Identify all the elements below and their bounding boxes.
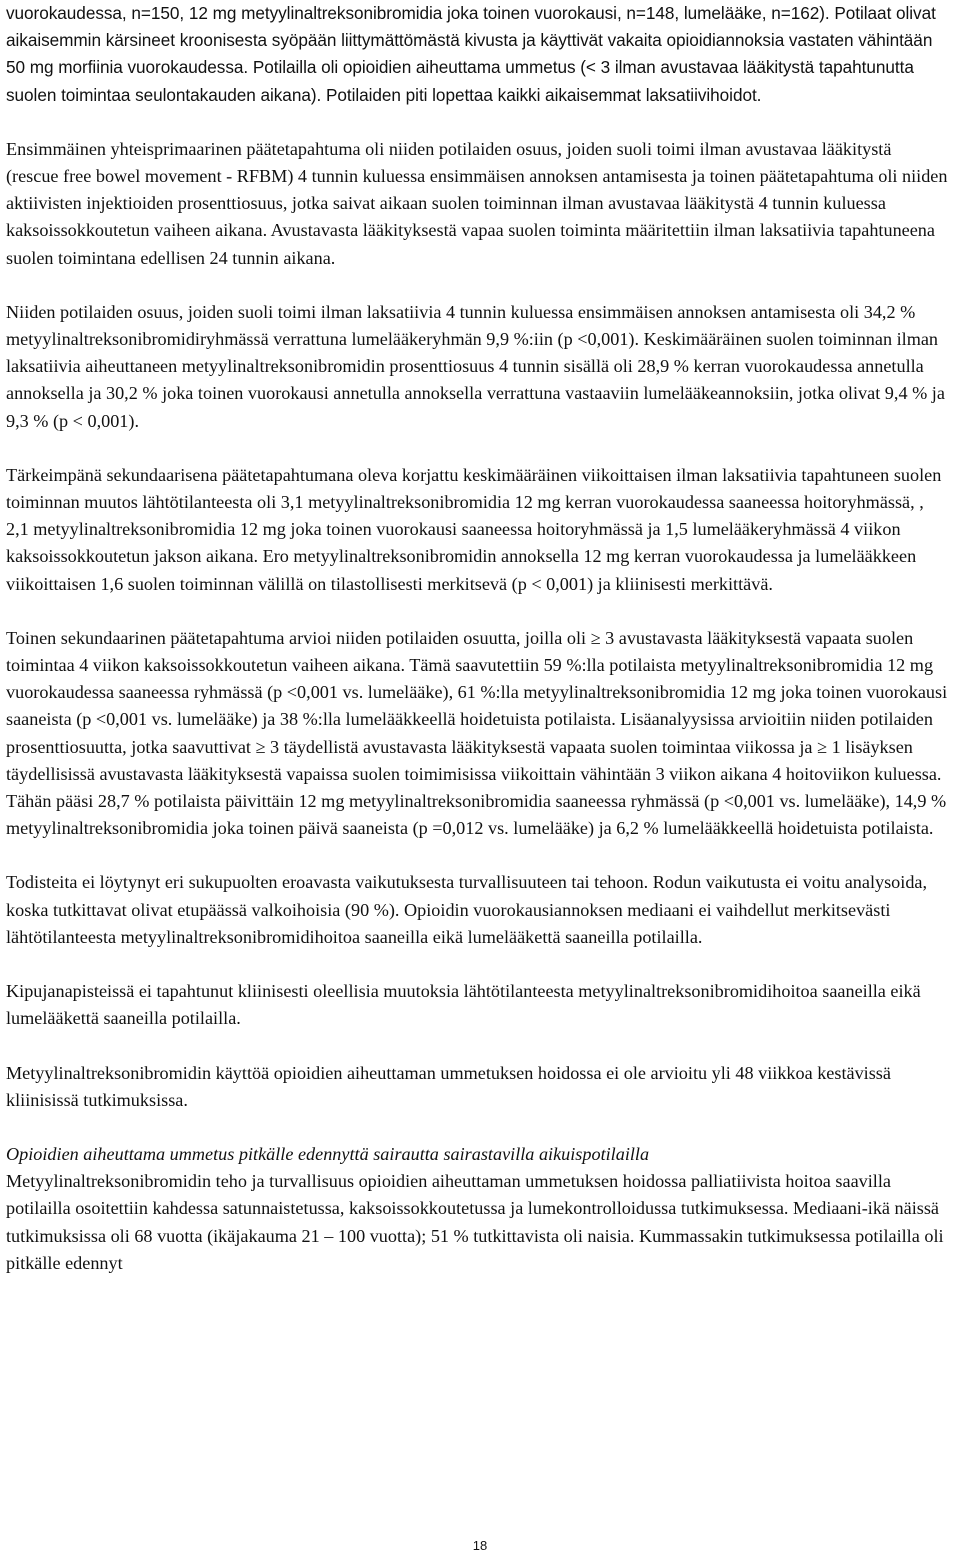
paragraph-study-population: vuorokaudessa, n=150, 12 mg metyylinaltreksonibromidia joka toinen vuorokausi, n=148, lumelääke, n=162). Potilaat olivat aikaisemmin kärsineet kroonisesta syöpään liittymättömästä kivusta ja käyttivät vakaita opioidiannoksia vastaten vähintään 50 mg morfiinia vuorokaudessa. Potilailla oli opioidien aiheuttama ummetus (< 3 ilman avustavaa lääkitystä tapahtunutta suolen toimintaa seulontakauden aikana). Potilaiden piti lopettaa kaikki aikaisemmat laksatiivihoidot. — [6, 3, 936, 105]
page-number: 18 — [472, 1538, 488, 1553]
paragraph-palliative-care: Metyylinaltreksonibromidin teho ja turvallisuus opioidien aiheuttaman ummetuksen hoidossa palliatiivista hoitoa saavilla potilailla osoitettiin kahdessa satunnaistetussa, kaksoissokkoutetussa ja lumekontrolloidussa tutkimuksessa. Mediaani-ikä näissä tutkimuksissa oli 68 vuotta (ikäjakauma 21 – 100 vuotta); 51 % tutkittavista oli naisia. Kummassakin tutkimuksessa potilailla oli pitkälle edennyt — [6, 1171, 944, 1273]
page-content — [6, 0, 948, 1304]
paragraph-rfbm-results: Niiden potilaiden osuus, joiden suoli toimi ilman laksatiivia 4 tunnin kuluessa ensimmäisen annoksen antamisesta oli 34,2 % metyylinaltreksonibromidiryhmässä verrattuna lumelääkeryhmän 9,9 %:iin (p <0,001). Keskimääräinen suolen toiminnan ilman laksatiivia aiheuttaneen metyylinaltreksonibromidin prosenttiosuus 4 tunnin sisällä oli 28,9 % kerran vuorokaudessa annetulla annoksella ja 30,2 % joka toinen vuorokausi annetulla annoksella verrattuna vastaaviin lumelääkeannoksiin, jotka olivat 9,4 % ja 9,3 % (p < 0,001). — [6, 301, 945, 431]
paragraph-long-term-use: Metyylinaltreksonibromidin käyttöä opioidien aiheuttaman ummetuksen hoidossa ei ole arvioitu yli 48 viikkoa kestävissä kliinisissä tutkimuksissa. — [6, 1062, 891, 1110]
paragraph-second-secondary-endpoint: Toinen sekundaarinen päätetapahtuma arvioi niiden potilaiden osuutta, joilla oli ≥ 3 avustavasta lääkityksestä vapaata suolen toimintaa 4 viikon kaksoissokkoutetun vaiheen aikana. Tämä saavutettiin 59 %:lla potilaista metyylinaltreksonibromidia 12 mg vuorokaudessa saaneessa ryhmässä (p <0,001 vs. lumelääke), 61 %:lla metyylinaltreksonibromidia 12 mg joka toinen vuorokausi saaneista (p <0,001 vs. lumelääke) ja 38 %:lla lumelääkkeellä hoidetuista potilaista. Lisäanalyysissa arvioitiin niiden potilaiden prosenttiosuutta, jotka saavuttivat ≥ 3 täydellistä avustavasta lääkityksestä vapaata suolen toimintaa viikossa ja ≥ 1 lisäyksen täydellisissä avustavasta lääkityksestä vapaissa suolen toimimisissa viikoittain vähintään 3 viikon aikana 4 hoitoviikon kuluessa. Tähän pääsi 28,7 % potilaista päivittäin 12 mg metyylinaltreksonibromidia saaneessa ryhmässä (p <0,001 vs. lumelääke), 14,9 % metyylinaltreksonibromidia joka toinen päivä saaneista (p =0,012 vs. lumelääke) ja 6,2 % lumelääkkeellä hoidetuista potilaista. — [6, 627, 948, 839]
section-heading: Opioidien aiheuttama ummetus pitkälle edennyttä sairautta sairastavilla aikuispotilailla — [6, 1143, 650, 1164]
paragraph-pain-scores: Kipujanapisteissä ei tapahtunut kliinisesti oleellisia muutoksia lähtötilanteesta metyylinaltreksonibromidihoitoa saaneilla eikä lumelääkettä saaneilla potilailla. — [6, 981, 921, 1029]
paragraph-gender-race: Todisteita ei löytynyt eri sukupuolten eroavasta vaikutuksesta turvallisuuteen tai tehoon. Rodun vaikutusta ei voitu analysoida, koska tutkittavat olivat etupäässä valkoihoisia (90 %). Opioidin vuorokausiannoksen mediaani ei vaihdellut merkitsevästi lähtötilanteesta metyylinaltreksonibromidihoitoa saaneilla eikä lumelääkettä saaneilla potilailla. — [6, 872, 928, 947]
paragraph-secondary-endpoint: Tärkeimpänä sekundaarisena päätetapahtumana oleva korjattu keskimääräinen viikoittaisen ilman laksatiivia tapahtuneen suolen toiminnan muutos lähtötilanteesta oli 3,1 metyylinaltreksonibromidia 12 mg kerran vuorokaudessa saaneessa hoitoryhmässä, , 2,1 metyylinaltreksonibromidia 12 mg joka toinen vuorokausi saaneessa hoitoryhmässä ja 1,5 lumelääkeryhmässä 4 viikon kaksoissokkoutetun jakson aikana. Ero metyylinaltreksonibromidin annoksella 12 mg kerran vuorokaudessa ja lumelääkkeen viikoittaisen 1,6 suolen toiminnan välillä on tilastollisesti merkitsevä (p < 0,001) ja kliinisesti merkittävä. — [6, 464, 942, 594]
paragraph-primary-endpoint: Ensimmäinen yhteisprimaarinen päätetapahtuma oli niiden potilaiden osuus, joiden suoli toimi ilman avustavaa lääkitystä (rescue free bowel movement - RFBM) 4 tunnin kuluessa ensimmäisen annoksen antamisesta ja toinen päätetapahtuma oli niiden aktiivisten injektioiden prosenttiosuus, jotka saivat aikaan suolen toiminnan ilman avustavaa lääkitystä 4 tunnin kuluessa kaksoissokkoutetun vaiheen aikana. Avustavasta lääkityksestä vapaa suolen toiminta määritettiin ilman laksatiivia tapahtuneena suolen toimintana edellisen 24 tunnin aikana. — [6, 138, 948, 268]
